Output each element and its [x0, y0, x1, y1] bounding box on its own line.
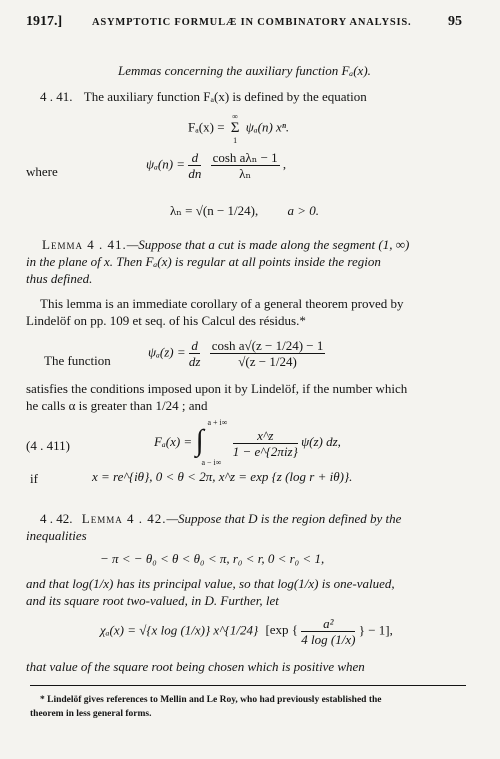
if-label: if [30, 471, 38, 486]
exponent-fraction [301, 616, 355, 647]
eq-lhs: Fₐ(x) = [154, 433, 193, 449]
where-label: where [26, 164, 58, 179]
integral-upper-limit: a + i∞ [207, 418, 228, 427]
d-numerator: d [188, 150, 201, 166]
footnote-rule [30, 685, 466, 686]
integral [195, 420, 229, 466]
d-denominator: dn [188, 166, 202, 181]
derivative-operator [188, 150, 201, 181]
eq-lhs: χₐ(x) = √{x log (1/x)} x^{1/24} [100, 622, 259, 638]
d-denominator: dz [188, 354, 201, 369]
fraction-denominator: λₙ [239, 166, 252, 181]
fraction-denominator: √(z − 1/24) [238, 354, 297, 369]
lemma-4-41 [42, 236, 409, 253]
lemma-4-41-line2: in the plane of x. Then Fₐ(x) is regular at all points inside the region [26, 254, 381, 269]
sum-upper-limit: ∞ [232, 112, 238, 121]
footnote-line1: * Lindelöf gives references to Mellin and Le Roy, who had previously established the [40, 695, 382, 705]
fraction-denominator: 4 log (1/x) [301, 632, 356, 647]
fraction-denominator: 1 − e^{2πiz} [232, 443, 298, 459]
summation [231, 112, 240, 145]
section-number: 4 . 41. [40, 89, 73, 104]
fraction-numerator: x^z [233, 428, 298, 444]
lindelof-line2: Lindelöf on pp. 109 et seq. of his Calcul des résidus.* [26, 313, 306, 328]
lemma-4-42 [40, 510, 401, 527]
equation-psi-z [148, 338, 325, 369]
eq-lhs: ψₐ(n) = [146, 156, 186, 172]
lemma-text: —Suppose that a cut is made along the segment (1, ∞) [126, 237, 410, 252]
satisfies-line1: satisfies the conditions imposed upon it by Lindelöf, if the number which [26, 381, 408, 396]
eq-rhs: ψₐ(n) xⁿ. [245, 119, 290, 135]
running-title: ASYMPTOTIC FORMULÆ IN COMBINATORY ANALYSIS. [92, 17, 412, 28]
lemma-4-42-line2: inequalities [26, 528, 87, 543]
integrand-fraction [233, 428, 298, 459]
lindelof-line1: This lemma is an immediate corollary of a general theorem proved by [40, 296, 404, 311]
equation-psi [146, 150, 286, 181]
header-year: 1917.] [26, 14, 63, 29]
punctuation: , [282, 156, 287, 172]
function-lead: The function [44, 353, 111, 368]
lemma-label: Lemma 4 . 41. [42, 237, 127, 252]
section-heading: Lemmas concerning the auxiliary function Fₐ(x). [118, 63, 371, 78]
equation-inequalities: − π < − θ₀ < θ < θ₀ < π, r₀ < r, 0 < r₀ < 1, [100, 551, 325, 566]
sum-sign: Σ [230, 120, 240, 136]
fraction-numerator: cosh aλₙ − 1 [212, 150, 278, 165]
d-numerator: d [189, 338, 201, 354]
integral-lower-limit: a − i∞ [201, 458, 222, 467]
equation-chi [100, 616, 393, 647]
equation-conditions: x = re^{iθ}, 0 < θ < 2π, x^z = exp {z (log r + iθ)}. [92, 469, 353, 484]
lemma-label: Lemma 4 . 42. [81, 511, 167, 526]
lemma-4-41-line3: thus defined. [26, 271, 93, 286]
derivative-operator [189, 338, 201, 369]
integrand-tail: ψ(z) dz, [301, 433, 341, 449]
bracket-open: [exp { [265, 622, 299, 638]
lemma-text: —Suppose that D is the region defined by the [166, 511, 402, 526]
eq-text: λₙ = √(n − 1/24), [170, 203, 259, 218]
section-number: 4 . 42. [40, 511, 73, 526]
equation-definition-F [188, 112, 289, 145]
fraction-cosh [211, 150, 280, 181]
bracket-close: } − 1], [358, 622, 393, 638]
last-line: that value of the square root being chosen which is positive when [26, 659, 365, 674]
satisfies-line2: he calls α is greater than 1/24 ; and [26, 398, 208, 413]
fraction-cosh-z [210, 338, 326, 369]
sum-lower-limit: 1 [233, 136, 238, 145]
footnote-line2: theorem in less general forms. [30, 709, 152, 719]
log-line1: and that log(1/x) has its principal value, so that log(1/x) is one-valued, [26, 576, 395, 591]
integral-sign-icon: ∫ [195, 424, 204, 457]
eq-condition: a > 0. [287, 203, 320, 218]
log-line2: and its square root two-valued, in D. Further, let [26, 593, 279, 608]
eq-lhs: Fₐ(x) = [188, 119, 225, 135]
fraction-numerator: a² [301, 616, 355, 632]
equation-lambda [170, 203, 319, 219]
equation-number: (4 . 411) [26, 438, 70, 453]
paragraph-text: The auxiliary function Fₐ(x) is defined by the equation [83, 89, 367, 104]
page-number: 95 [448, 14, 462, 29]
eq-lhs: ψₐ(z) = [148, 344, 186, 360]
fraction-numerator: cosh a√(z − 1/24) − 1 [211, 338, 324, 353]
paragraph-4-41 [40, 88, 367, 105]
equation-integral [154, 420, 341, 466]
